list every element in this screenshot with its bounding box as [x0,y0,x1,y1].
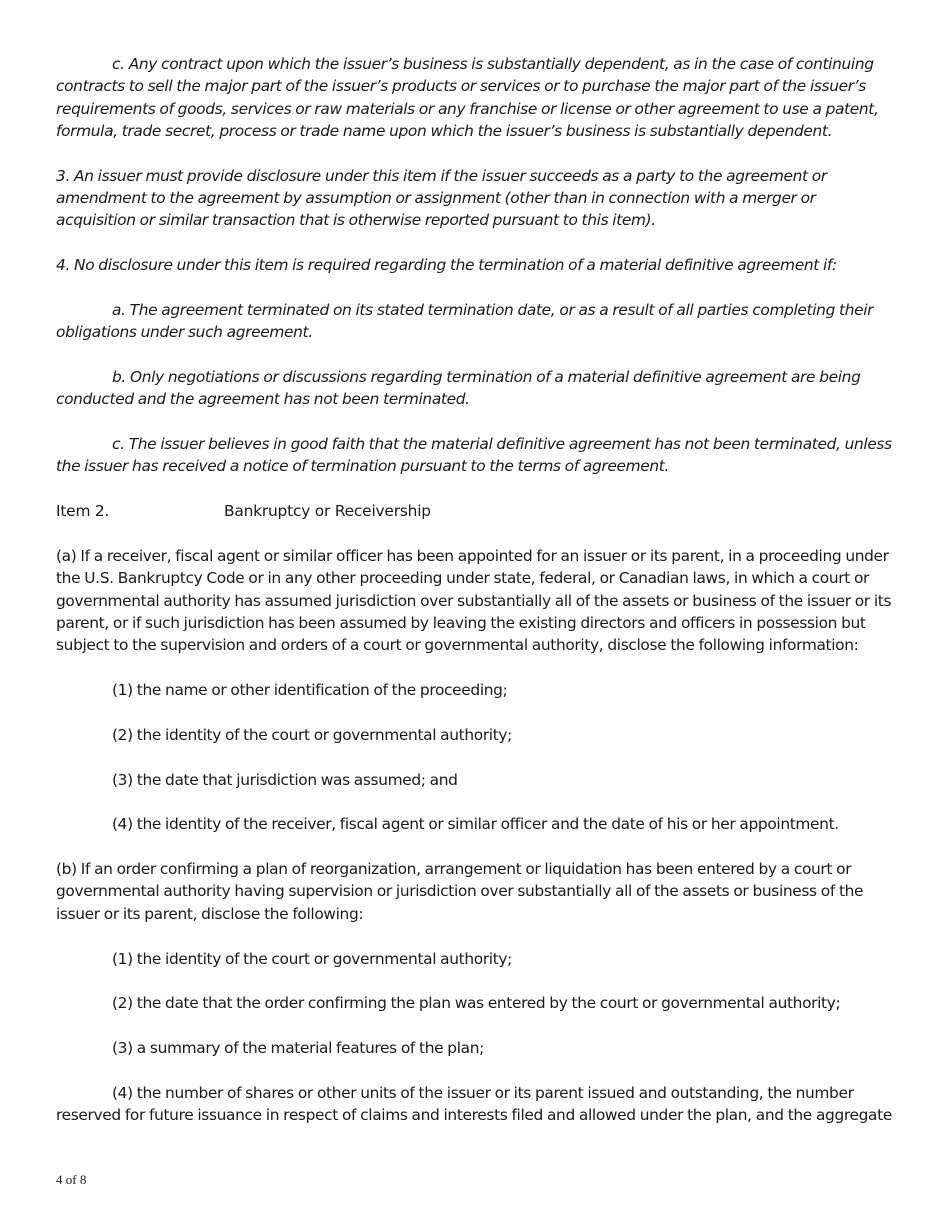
section-b-item: (4) the number of shares or other units of the issuer or its parent issued and outstanding, the number reserved for future issuance in respect of claims and interests filed and allowed under the plan, and the aggregate [56,1083,892,1125]
page-number: 4 of 8 [56,1172,87,1187]
section-b-intro: (b) If an order confirming a plan of reorganization, arrangement or liquidation has been entered by a court or governmental authority having supervision or jurisdiction over substantially all of the assets or business of the issuer or its parent, disclose the following: [56,860,864,923]
section-a-item: (1) the name or other identification of the proceeding; [112,680,508,699]
item-title: Bankruptcy or Receivership [224,502,431,521]
section-a-intro: (a) If a receiver, fiscal agent or similar officer has been appointed for an issuer or its parent, in a proceeding under the U.S. Bankruptcy Code or in any other proceeding under state, federal, or Canadian laws, in which a court or governmental authority has assumed jurisdiction over substantially all of the assets or business of the issuer or its parent, or if such jurisdiction has been assumed by leaving the existing directors and officers in possession but subject to the supervision and orders of a court or governmental authority, disclose the following information: [56,546,892,655]
item-heading [56,500,892,522]
section-a-item: (4) the identity of the receiver, fiscal agent or similar officer and the date of his or her appointment. [112,815,839,834]
paragraph-contract-dependency: c. Any contract upon which the issuer’s business is substantially dependent, as in the case of continuing contracts to sell the major part of the issuer’s products or services or to purchase the major part of the issuer’s requirements of goods, services or raw materials or any franchise or license or other agreement to use a patent, formula, trade secret, process or trade name upon which the issuer’s business is substantially dependent. [56,55,879,140]
paragraph-exemption-a: a. The agreement terminated on its stated termination date, or as a result of all parties completing their obligations under such agreement. [56,300,874,342]
section-a-item: (2) the identity of the court or governmental authority; [112,725,513,744]
item-number: Item 2. [56,502,110,521]
paragraph-exemption-c: c. The issuer believes in good faith that the material definitive agreement has not been terminated, unless the issuer has received a notice of termination pursuant to the terms of agreement. [56,435,892,476]
section-b-item: (2) the date that the order confirming the plan was entered by the court or governmental authority; [112,994,841,1013]
section-b-item: (3) a summary of the material features of the plan; [112,1039,484,1058]
paragraph-exemption-b: b. Only negotiations or discussions regarding termination of a material definitive agreement are being conducted and the agreement has not been terminated. [56,367,861,409]
section-a-item: (3) the date that jurisdiction was assumed; and [112,770,458,789]
section-b-item: (1) the identity of the court or governmental authority; [112,949,513,968]
document-page [56,53,892,1149]
paragraph-succession-disclosure: 3. An issuer must provide disclosure under this item if the issuer succeeds as a party to the agreement or amendment to the agreement by assumption or assignment (other than in connection with a merger or acquisition or similar transaction that is otherwise reported pursuant to this item). [56,166,827,230]
paragraph-termination-exemption: 4. No disclosure under this item is required regarding the termination of a material definitive agreement if: [56,256,837,275]
